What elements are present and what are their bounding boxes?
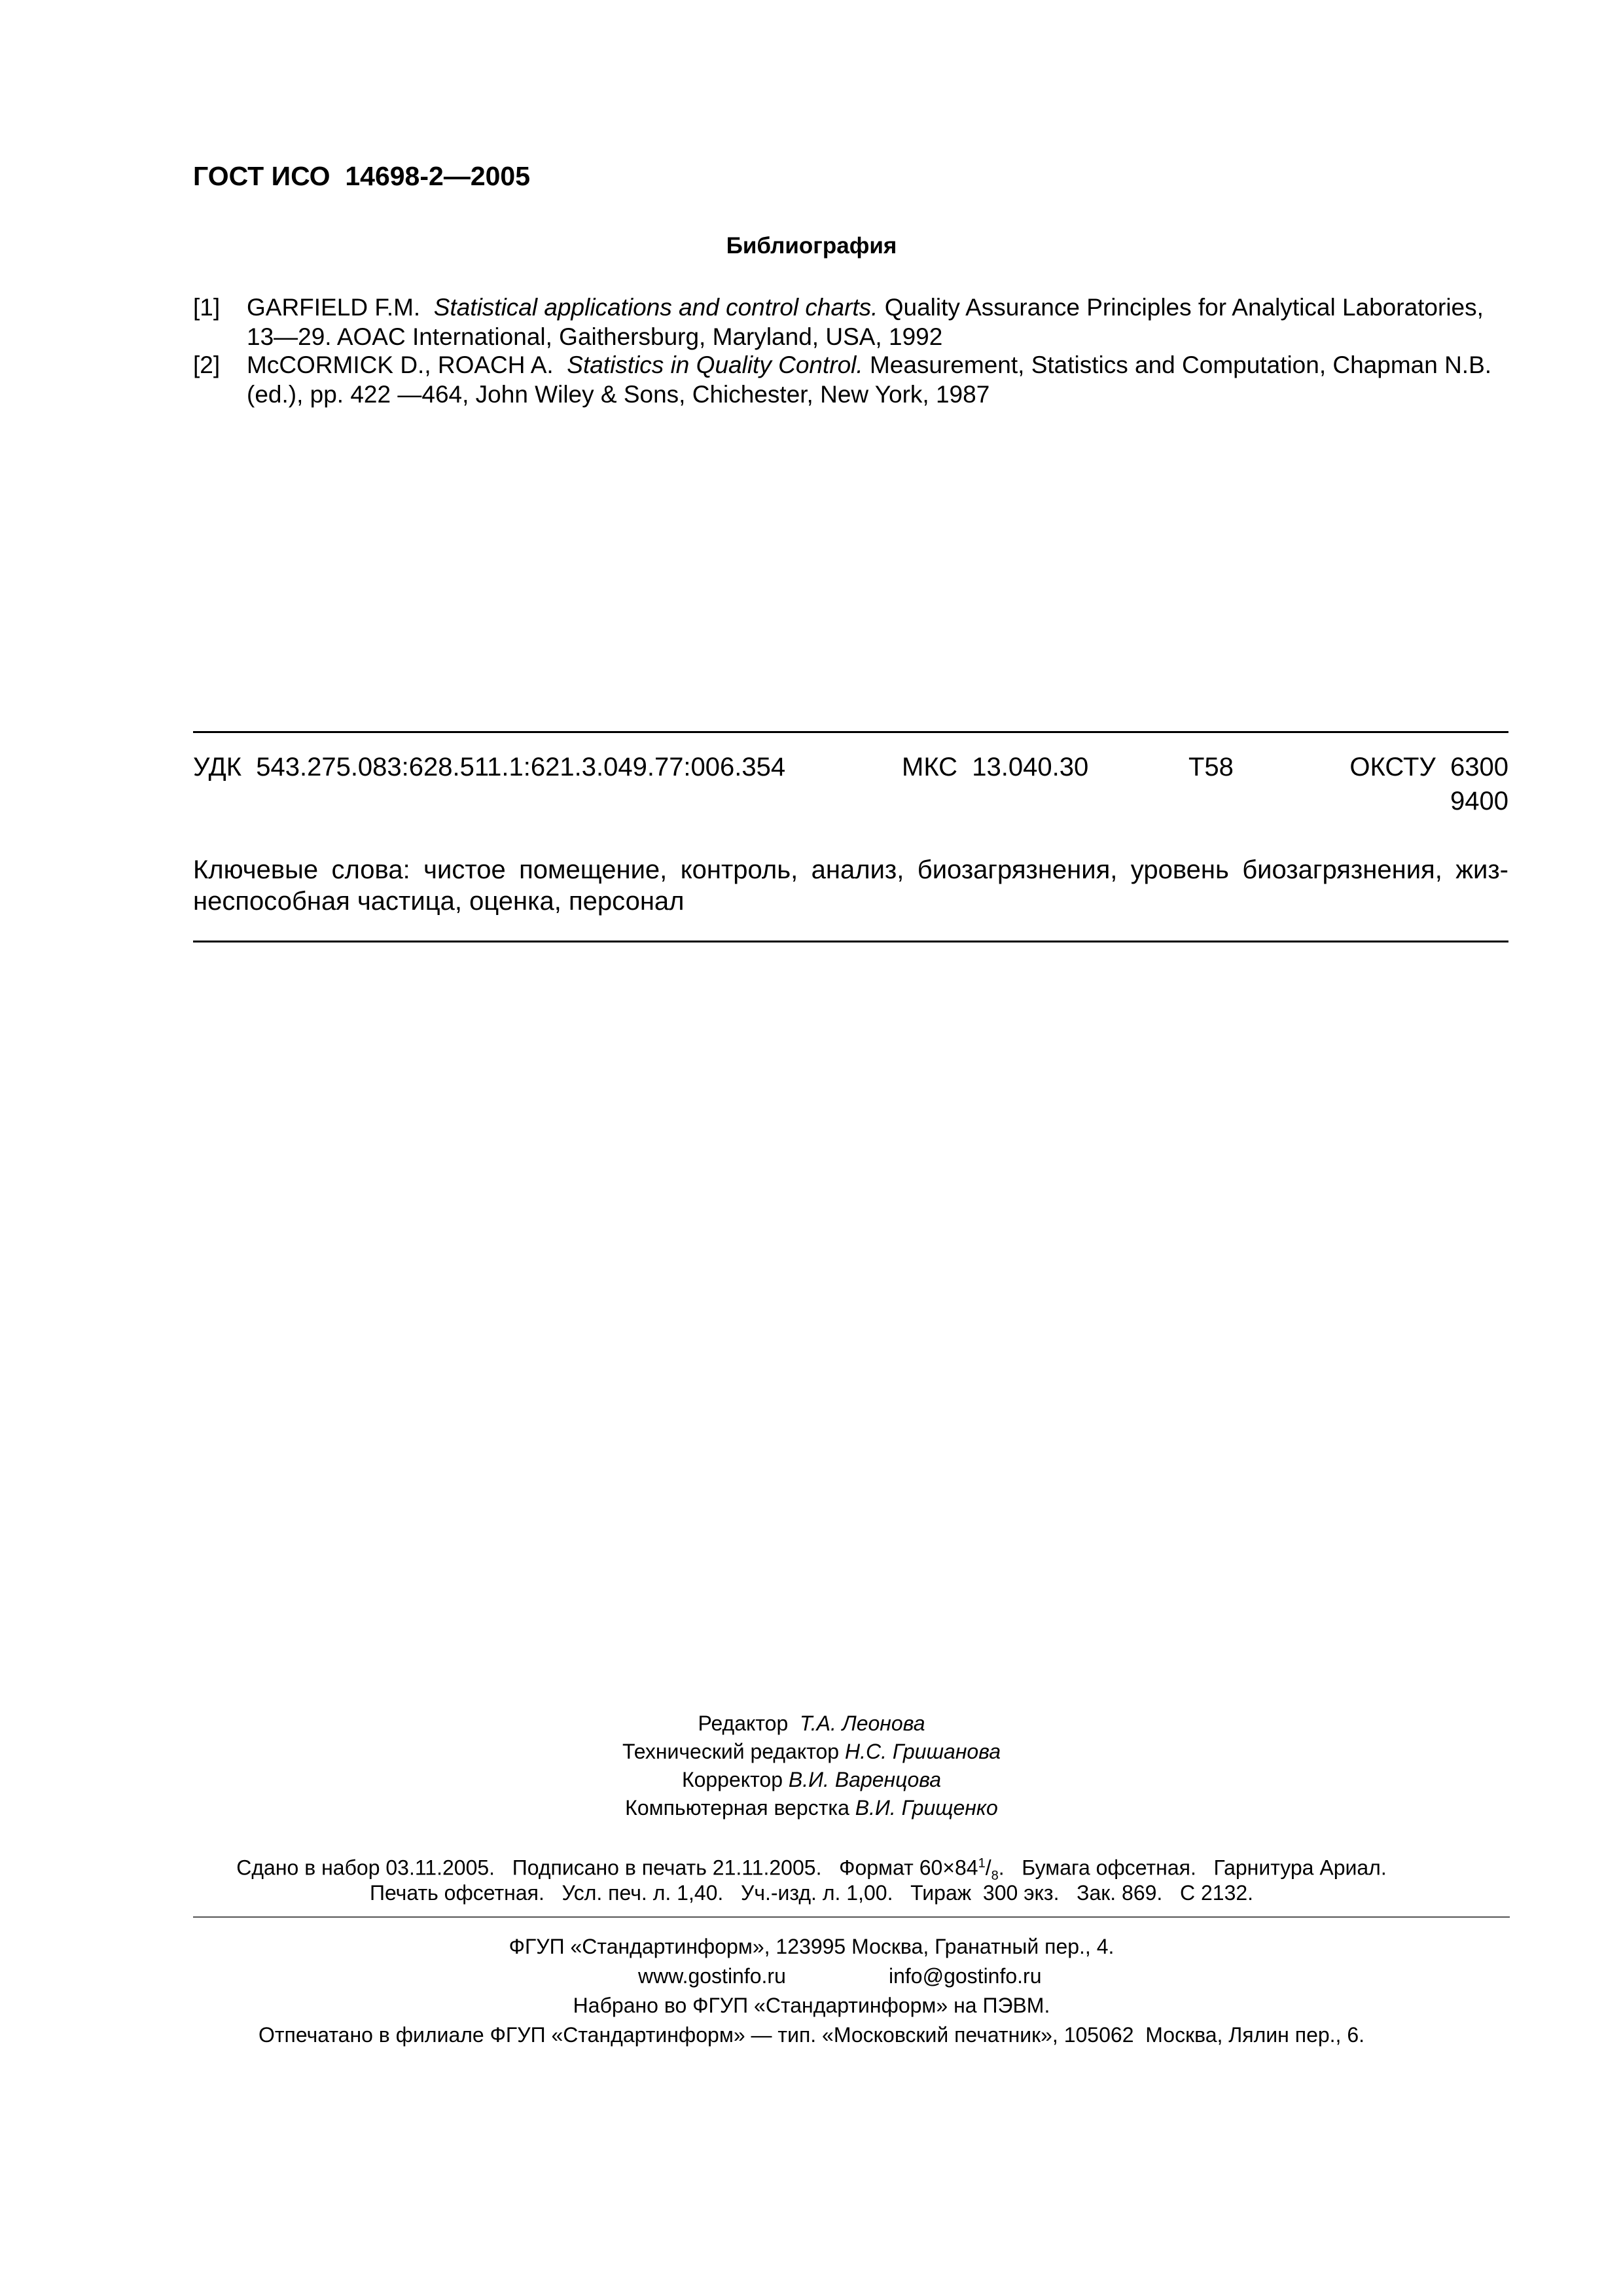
typeset-note: Набрано во ФГУП «Стандартинформ» на ПЭВМ. (573, 1994, 1050, 2017)
imprint-divider (193, 1916, 1510, 1918)
staff-role: Корректор (681, 1768, 783, 1791)
reference-details: Quality Assurance Principles for Analytical Laboratories, 13—29. AOAC International, Gaithersburg, Maryland, USA, 1992 (247, 294, 1484, 350)
staff-proofreader (0, 1766, 1623, 1794)
print-info-text: Сдано в набор 03.11.2005. Подписано в печать 21.11.2005. Формат 60×84 (236, 1856, 978, 1880)
format-superscript: 1 (978, 1856, 986, 1871)
reference-title: Statistics in Quality Control. (567, 351, 863, 378)
document-designation: ГОСТ ИСО 14698-2—2005 (193, 161, 531, 191)
reference-details: Measurement, Statistics and Computation, Chapman N.B. (ed.), pp. 422 —464, John Wiley & Sons, Chichester, New York, 1987 (247, 351, 1492, 408)
mks-code: МКС 13.040.30 (902, 753, 1089, 781)
staff-role: Технический редактор (622, 1740, 840, 1763)
staff-role: Редактор (698, 1712, 789, 1735)
bibliography-entry-1 (193, 293, 1508, 351)
printing-note: Отпечатано в филиале ФГУП «Стандартинформ» — тип. «Московский печатник», 105062 Москва, Лялин пер., 6. (258, 2023, 1365, 2047)
print-info-line-1: Сдано в набор 03.11.2005. Подписано в печать 21.11.2005. Формат $60\times 84^1/_8$. Бумага офсетная. Гарнитура Ариал. (236, 1856, 1387, 1884)
bibliography-title: Библиография (726, 233, 897, 259)
okstu-code: ОКСТУ 6300 (1349, 753, 1508, 781)
udk-code: УДК 543.275.083:628.511.1:621.3.049.77:006.354 (193, 753, 786, 781)
print-info-line-2: Печать офсетная. Усл. печ. л. 1,40. Уч.-изд. л. 1,00. Тираж 300 экз. Зак. 869. С 2132. (369, 1881, 1254, 1905)
print-info-text: . Бумага офсетная. Гарнитура Ариал. (998, 1856, 1387, 1880)
top-divider (193, 731, 1508, 733)
keywords: Ключевые слова: чистое помещение, контроль, анализ, биозагрязнения, уровень биозагрязнения, жиз-неспособная частица, оценка, персонал (193, 855, 1508, 916)
staff-name: Т.А. Леонова (800, 1712, 925, 1735)
reference-title: Statistical applications and control charts. (433, 294, 878, 321)
okstu-code-2: 9400 (1450, 787, 1508, 816)
staff-role: Компьютерная верстка (625, 1796, 849, 1820)
publisher-website[interactable]: www.gostinfo.ru (638, 1964, 786, 1988)
keywords-divider (193, 941, 1508, 942)
reference-number: [2] (193, 351, 221, 378)
staff-name: В.И. Варенцова (788, 1768, 942, 1791)
publisher-email[interactable]: info@gostinfo.ru (889, 1964, 1042, 1988)
bibliography-entry-2 (193, 350, 1508, 409)
staff-technical-editor (0, 1738, 1623, 1766)
reference-number: [1] (193, 294, 221, 321)
t-code: Т58 (1188, 753, 1234, 781)
staff-name: Н.С. Гришанова (844, 1740, 1001, 1763)
staff-editor (0, 1710, 1623, 1738)
staff-name: В.И. Грищенко (855, 1796, 998, 1820)
reference-authors: GARFIELD F.M. (247, 294, 421, 321)
publisher-address: ФГУП «Стандартинформ», 123995 Москва, Гранатный пер., 4. (508, 1935, 1115, 1958)
staff-layout (0, 1794, 1623, 1822)
format-subscript: 8 (991, 1869, 999, 1884)
reference-authors: McCORMICK D., ROACH A. (247, 351, 554, 378)
